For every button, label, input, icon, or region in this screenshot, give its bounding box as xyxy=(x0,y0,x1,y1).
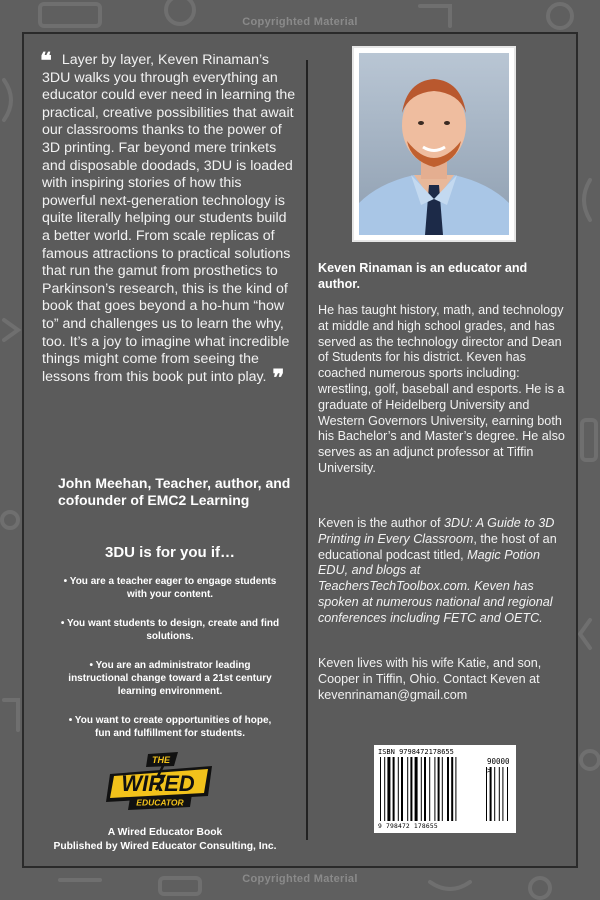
list-item: • You are a teacher eager to engage students with your content. xyxy=(63,576,277,600)
bio-text: Keven is the author of xyxy=(318,516,445,530)
author-portrait-illustration xyxy=(359,53,509,235)
publisher-line-2: Published by Wired Educator Consulting, Inc. xyxy=(53,841,277,852)
publisher-info xyxy=(30,826,300,854)
watermark-top: Copyrighted Material xyxy=(242,16,358,28)
column-divider xyxy=(306,60,308,840)
barcode-number: 9 798472 178655 xyxy=(378,823,438,830)
list-item: • You are an administrator leading instructional change toward a 21st century learning environment. xyxy=(68,660,272,697)
publisher-line-1: A Wired Educator Book xyxy=(107,827,223,838)
close-quote-icon: ❞ xyxy=(272,364,285,391)
list-item: • You want students to design, create and find solutions. xyxy=(60,618,280,642)
for-you-list xyxy=(60,575,280,756)
author-bio-paragraph-1: He has taught history, math, and technology at middle and high school grades, and has served as the technology director and Dean of Students for his district. Keven has coached numerous sports including: wrestling, golf, baseball and esports. He is a graduate of Heidelberg University and Western Governors University, earning both his Bachelor’s and Master’s degree. He also serves as an adjunct professor at Tiffin University. xyxy=(318,303,565,475)
list-item: • You want to create opportunities of hope, fun and fulfillment for students. xyxy=(68,715,272,739)
book-title: 3DU: A Guide to 3D Printing in Every Classroom xyxy=(318,516,555,546)
author-bio-paragraph-3: Keven lives with his wife Katie, and son, Cooper in Tiffin, Ohio. Contact Keven at kevenrinaman@gmail.com xyxy=(318,656,542,702)
isbn-label: ISBN 9798472178655 xyxy=(378,748,454,756)
logo-text-wired: WIRED xyxy=(121,771,195,796)
podcast-and-blog-text: Magic Potion EDU, and blogs at TeachersTechToolbox.com. Keven has spoken at numerous national and regional conferences including FETC and OETC. xyxy=(318,547,553,625)
quote-attribution: John Meehan, Teacher, author, and cofounder of EMC2 Learning xyxy=(58,475,291,508)
author-photo xyxy=(352,46,516,242)
wired-educator-logo xyxy=(104,752,216,814)
watermark-bottom: Copyrighted Material xyxy=(242,873,358,885)
price-code: 90000 > xyxy=(487,757,510,775)
open-quote-icon: ❝ xyxy=(40,48,52,74)
quote-text: Layer by layer, Keven Rinaman’s 3DU walks you through everything an educator could ever need in learning the practical, creative possibilities that await our classrooms thanks to the power of 3D printing. Far beyond mere trinkets and disposable doodads, 3DU is loaded with inspiring stories of how this powerful next-generation technology is quite literally helping our students build a better world. From scale replicas of famous attractions to practical solutions that run the gamut from prosthetics to Parkinson’s research, this is the kind of book that goes beyond a ho-hum “how to” and challenges us to learn the why, too. It’s a joy to imagine what incredible things might come from seeing the lessons from this book put into play. xyxy=(42,52,296,385)
logo-text-educator: EDUCATOR xyxy=(136,797,184,808)
author-bio-paragraph-2 xyxy=(318,516,568,627)
logo-text-the: THE xyxy=(152,755,170,765)
endorsement-quote xyxy=(40,48,298,391)
author-bio-heading: Keven Rinaman is an educator and author. xyxy=(318,261,528,291)
for-you-heading: 3DU is for you if… xyxy=(104,544,235,561)
bio-text: , the host of an educational podcast titled, xyxy=(318,531,557,562)
isbn-barcode xyxy=(374,745,516,833)
